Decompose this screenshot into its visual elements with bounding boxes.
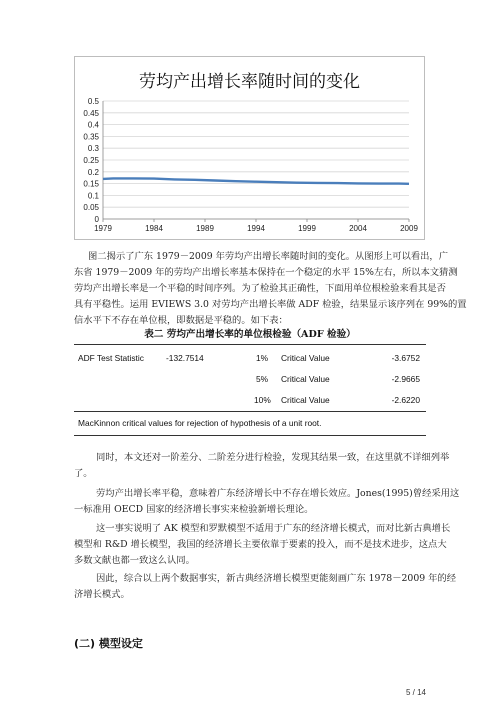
y-tick-label: 0.1	[87, 191, 99, 201]
x-tick-label: 1994	[247, 224, 265, 233]
text-line: 劳均产出增长率是一个平稳的时间序列。为了检验其正确性，下面用单位根检验来看其是否	[74, 283, 446, 294]
y-tick-label: 0.2	[87, 167, 99, 177]
x-tick-label: 1989	[196, 224, 214, 233]
text-line: 图二揭示了广东 1979－2009 年劳均产出增长率随时间的变化。从图形上可以看出，广	[88, 251, 449, 262]
adf-stat-label: ADF Test Statistic	[78, 353, 144, 363]
y-tick-label: 0.05	[83, 203, 99, 213]
x-tick-label: 1999	[298, 224, 316, 233]
y-tick-label: 0.45	[83, 108, 99, 118]
table-caption: 表二 劳均产出增长率的单位根检验（ADF 检验）	[144, 329, 356, 340]
text-line: 因此，综合以上两个数据事实，新古典经济增长模型更能刻画广东 1978－2009 年的经	[96, 573, 457, 584]
critical-value: -3.6752	[391, 353, 420, 363]
adf-test-table	[74, 344, 426, 436]
critical-label: Critical Value	[281, 353, 330, 363]
y-tick-label: 0.15	[83, 179, 99, 189]
y-tick-label: 0.25	[83, 156, 99, 165]
critical-level: 1%	[256, 353, 269, 363]
text-line: 了。	[74, 468, 93, 479]
growth-rate-chart	[74, 56, 425, 240]
paragraph-model-comparison	[74, 521, 450, 569]
chart-plot	[75, 57, 426, 241]
text-line: 同时，本文还对一阶差分、二阶差分进行检验，发现其结果一致，在这里就不详细列举	[96, 452, 450, 463]
y-tick-label: 0	[94, 215, 99, 224]
critical-label: Critical Value	[281, 395, 330, 405]
y-tick-label: 0.5	[87, 97, 99, 106]
critical-level: 10%	[254, 395, 271, 405]
text-line: 济增长模式。	[74, 589, 130, 600]
paragraph-difference-test	[74, 450, 449, 482]
chart-title: 劳均产出增长率随时间的变化	[139, 72, 360, 92]
paragraph-stationarity	[74, 486, 459, 518]
x-tick-label: 2009	[400, 224, 418, 233]
paragraph-conclusion	[74, 571, 456, 603]
section-heading: (二) 模型设定	[74, 637, 143, 650]
x-tick-label: 2004	[349, 224, 367, 233]
critical-level: 5%	[256, 374, 269, 384]
series-line	[103, 178, 409, 183]
text-line: 东省 1979－2009 年的劳均产出增长率基本保持在一个稳定的水平 15%左右，所以本文猜测	[74, 267, 458, 278]
critical-label: Critical Value	[281, 374, 330, 384]
text-line: 模型和 R&D 增长模型，我国的经济增长主要依靠于要素的投入，而不是技术进步，这点大	[74, 539, 447, 550]
table-divider	[74, 411, 426, 412]
adf-stat-value: -132.7514	[166, 353, 204, 363]
text-line: 一标准用 OECD 国家的经济增长事实来检验新增长理论。	[74, 504, 314, 515]
text-line: 劳均产出增长率平稳，意味着广东经济增长中不存在增长效应。Jones(1995)曾经采用这	[96, 488, 460, 499]
critical-value: -2.9665	[391, 374, 420, 384]
y-tick-label: 0.3	[87, 144, 99, 154]
table-footnote: MacKinnon critical values for rejection of hypothesis of a unit root.	[78, 418, 322, 428]
text-line: 多数文献也都一致这么认同。	[74, 555, 195, 566]
page-number: 5 / 14	[405, 688, 426, 697]
text-line: 信水平下不存在单位根，即数据是平稳的。如下表：	[74, 315, 288, 326]
x-tick-label: 1984	[145, 224, 163, 233]
y-tick-label: 0.4	[87, 120, 99, 130]
x-tick-label: 1979	[94, 224, 112, 233]
text-line: 这一事实说明了 AK 模型和罗默模型不适用于广东的经济增长模式，而对比新古典增长	[96, 523, 451, 534]
y-tick-label: 0.35	[83, 132, 99, 142]
paragraph-chart-description	[74, 249, 467, 329]
text-line: 具有平稳性。运用 EVIEWS 3.0 对劳均产出增长率做 ADF 检验，结果显示该序列在 99%的置	[74, 299, 467, 310]
critical-value: -2.6220	[391, 395, 420, 405]
